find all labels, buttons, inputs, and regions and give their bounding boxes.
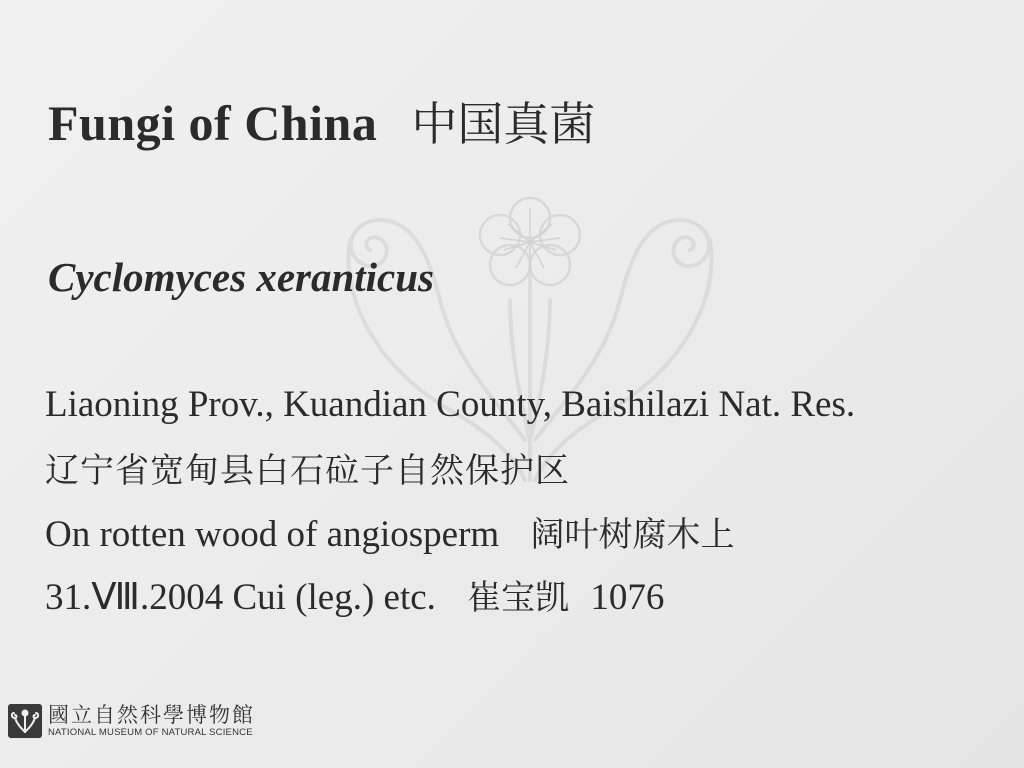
title-chinese: 中国真菌 [411, 97, 596, 151]
collection-line [45, 570, 664, 619]
species-name: Cyclomyces xeranticus [48, 254, 435, 300]
museum-name-english: NATIONAL MUSEUM OF NATURAL SCIENCE [48, 727, 253, 738]
locality-chinese: 辽宁省宽甸县白石砬子自然保护区 [45, 451, 570, 491]
museum-logo-icon [8, 704, 42, 738]
collector-chinese: 崔宝凯 [467, 578, 570, 618]
substrate-line [45, 507, 734, 556]
substrate-chinese: 阔叶树腐木上 [530, 515, 735, 555]
title-english: Fungi of China [48, 95, 378, 151]
museum-name-chinese: 國立自然科學博物館 [48, 703, 255, 727]
collection-date-collector: 31.Ⅷ.2004 Cui (leg.) etc. [45, 577, 436, 618]
locality-english: Liaoning Prov., Kuandian County, Baishilazi Nat. Res. [45, 384, 856, 425]
substrate-english: On rotten wood of angiosperm [45, 514, 500, 555]
specimen-number: 1076 [590, 577, 665, 618]
label-title [48, 88, 595, 154]
museum-logo [8, 703, 255, 739]
museum-name [48, 703, 255, 739]
